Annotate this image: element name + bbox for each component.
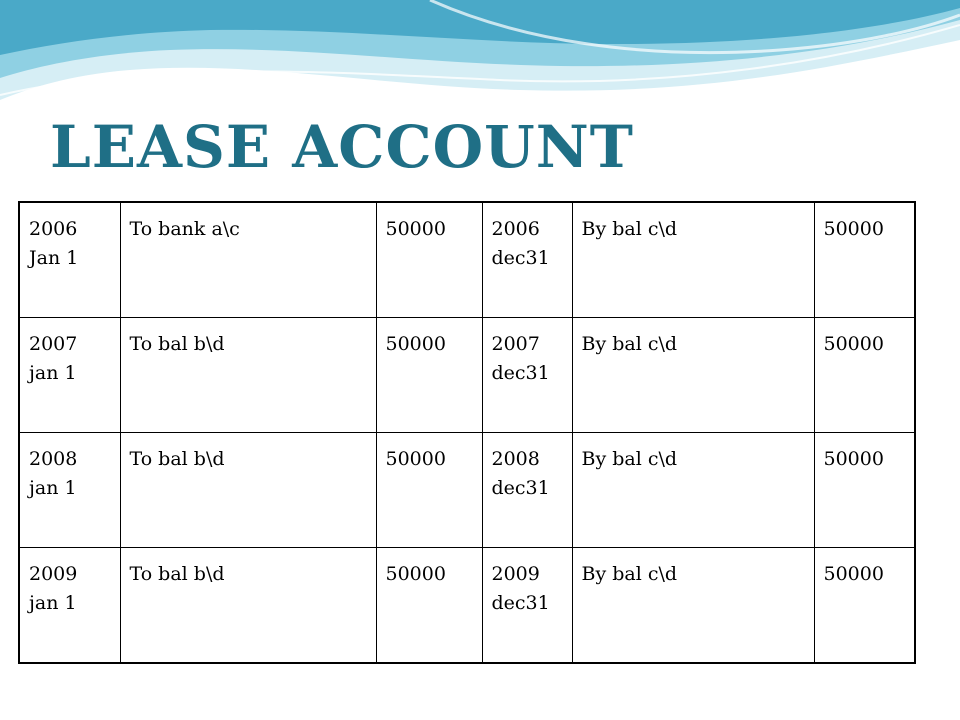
debit-particulars-cell: To bal b\d bbox=[120, 433, 376, 548]
debit-date-cell-day: jan 1 bbox=[29, 361, 77, 384]
debit-date-cell-day: jan 1 bbox=[29, 477, 77, 499]
credit-date-cell-day: dec31 bbox=[491, 247, 550, 269]
debit-date-cell-year: 2009 bbox=[29, 563, 78, 586]
credit-date-cell-year: 2007 bbox=[491, 332, 540, 355]
credit-date-cell-year: 2008 bbox=[491, 448, 540, 470]
table-row bbox=[19, 433, 915, 548]
credit-amount-cell: 50000 bbox=[814, 433, 915, 548]
debit-particulars-cell: To bal b\d bbox=[120, 548, 376, 663]
credit-particulars-cell: By bal c\d bbox=[572, 317, 814, 432]
debit-date-cell bbox=[19, 433, 120, 548]
credit-particulars-cell: By bal c\d bbox=[572, 433, 814, 548]
credit-amount-cell: 50000 bbox=[814, 548, 915, 663]
page-title: LEASE ACCOUNT bbox=[50, 113, 634, 181]
table-row bbox=[19, 548, 915, 663]
credit-date-cell-year: 2009 bbox=[491, 563, 540, 586]
credit-date-cell bbox=[482, 433, 572, 548]
debit-date-cell-day: jan 1 bbox=[29, 592, 77, 615]
debit-amount-cell: 50000 bbox=[376, 202, 482, 317]
credit-date-cell-day: dec31 bbox=[491, 361, 550, 384]
debit-amount-cell: 50000 bbox=[376, 548, 482, 663]
decorative-wave-header bbox=[0, 0, 960, 120]
debit-date-cell-day: Jan 1 bbox=[29, 247, 79, 269]
credit-date-cell bbox=[482, 317, 572, 432]
debit-particulars-cell: To bal b\d bbox=[120, 317, 376, 432]
credit-date-cell-day: dec31 bbox=[491, 592, 550, 615]
credit-date-cell-year: 2006 bbox=[491, 218, 540, 240]
debit-date-cell-year: 2008 bbox=[29, 448, 78, 470]
credit-particulars-cell: By bal c\d bbox=[572, 548, 814, 663]
credit-date-cell bbox=[482, 548, 572, 663]
table-row bbox=[19, 202, 915, 317]
debit-amount-cell: 50000 bbox=[376, 317, 482, 432]
lease-account-table bbox=[18, 201, 916, 664]
credit-amount-cell: 50000 bbox=[814, 317, 915, 432]
debit-date-cell-year: 2006 bbox=[29, 218, 78, 240]
debit-date-cell bbox=[19, 548, 120, 663]
credit-date-cell-day: dec31 bbox=[491, 477, 550, 499]
debit-amount-cell: 50000 bbox=[376, 433, 482, 548]
debit-date-cell bbox=[19, 317, 120, 432]
table-row bbox=[19, 317, 915, 432]
debit-particulars-cell: To bank a\c bbox=[120, 202, 376, 317]
debit-date-cell-year: 2007 bbox=[29, 332, 78, 355]
debit-date-cell bbox=[19, 202, 120, 317]
credit-particulars-cell: By bal c\d bbox=[572, 202, 814, 317]
credit-date-cell bbox=[482, 202, 572, 317]
credit-amount-cell: 50000 bbox=[814, 202, 915, 317]
